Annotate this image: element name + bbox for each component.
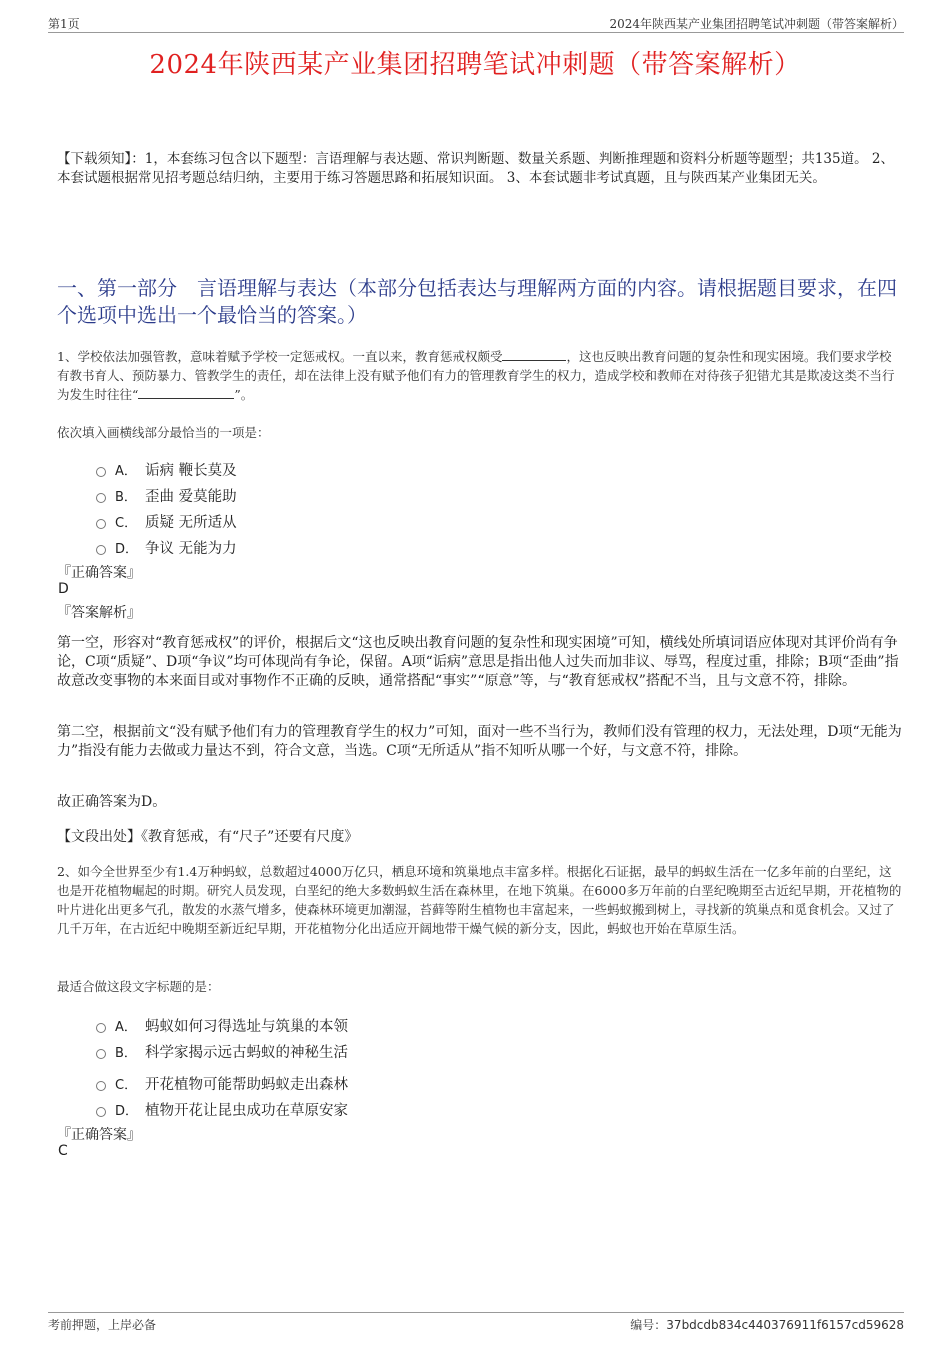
radio-icon[interactable] <box>96 467 106 477</box>
question-1-options <box>96 456 237 560</box>
section-heading: 一、第一部分 言语理解与表达（本部分包括表达与理解两方面的内容。请根据题目要求，在四个选项中选出一个最恰当的答案。） <box>57 276 897 327</box>
option-a[interactable] <box>96 456 237 482</box>
option-a[interactable] <box>96 1012 348 1038</box>
radio-icon[interactable] <box>96 1081 106 1091</box>
option-text: 蚂蚁如何习得选址与筑巢的本领 <box>145 1018 348 1035</box>
code-label: 编号： <box>630 1318 667 1332</box>
radio-icon[interactable] <box>96 1107 106 1117</box>
document-code <box>630 1316 904 1333</box>
radio-icon[interactable] <box>96 545 106 555</box>
radio-icon[interactable] <box>96 519 106 529</box>
option-letter: D． <box>115 1103 139 1119</box>
answer-value: C <box>58 1143 68 1159</box>
option-text: 诟病 鞭长莫及 <box>145 462 237 479</box>
option-b[interactable] <box>96 1038 348 1064</box>
option-letter: D． <box>115 541 139 557</box>
option-letter: C． <box>115 1077 138 1093</box>
option-d[interactable] <box>96 1096 348 1122</box>
radio-icon[interactable] <box>96 493 106 503</box>
analysis-paragraph-1: 第一空，形容对“教育惩戒权”的评价，根据后文“这也反映出教育问题的复杂性和现实困境”可知，横线处所填词语应体现对其评价尚有争论，C项“质疑”、D项“争议”均可体现尚有争论，保留。A项“诟病”意思是指出他人过失而加非议、辱骂，程度过重，排除；B项“歪曲”指故意改变事物的本来面目或对事物作不正确的反映，通常搭配“事实”“原意”等，与“教育惩戒权”搭配不当，且与文意不符，排除。 <box>57 635 899 689</box>
page-footer <box>48 1312 904 1332</box>
answer-label: 『正确答案』 <box>57 1127 141 1143</box>
question-2-text: 2、如今全世界至少有1.4万种蚂蚁，总数超过4000万亿只，栖息环境和筑巢地点丰富多样。根据化石证据，最早的蚂蚁生活在一亿多年前的白垩纪，这也是开花植物崛起的时期。研究人员发现，白垩纪的绝大多数蚂蚁生活在森林里，在地下筑巢。在6000多万年前的白垩纪晚期至古近纪早期，开花植物的叶片进化出更多气孔，散发的水蒸气增多，使森林环境更加潮湿，苔藓等附生植物也丰富起来，一些蚂蚁搬到树上，寻找新的筑巢点和觅食机会。又过了几千万年，在古近纪中晚期至新近纪早期，开花植物分化出适应开阔地带干燥气候的新分支，因此，蚂蚁也开始在草原生活。 <box>57 864 902 936</box>
option-text: 争议 无能为力 <box>145 540 237 557</box>
option-letter: C． <box>115 515 138 531</box>
option-letter: A． <box>115 1019 137 1035</box>
question-1-part-b: ，这也反映出教育问题的复杂性和现实困境。我们要求学校有教书育人、预防暴力、管教学生的责任，却在法律上没有赋予他们有力的管理教育学生的权力，造成学校和教师在对待孩子犯错尤其是欺凌这类不当行为发生时往往“ <box>57 349 895 402</box>
page-header <box>48 15 904 33</box>
question-1-part-c: ”。 <box>234 387 254 402</box>
analysis-label: 『答案解析』 <box>57 605 141 621</box>
page-number: 第1页 <box>48 17 80 31</box>
option-text: 开花植物可能帮助蚂蚁走出森林 <box>145 1076 348 1093</box>
option-letter: A． <box>115 463 137 479</box>
option-text: 质疑 无所适从 <box>145 514 237 531</box>
document-title: 2024年陕西某产业集团招聘笔试冲刺题（带答案解析） <box>149 50 801 80</box>
passage-source: 【文段出处】《教育惩戒，有“尺子”还要有尺度》 <box>57 829 359 845</box>
question-1-text <box>57 347 902 404</box>
radio-icon[interactable] <box>96 1049 106 1059</box>
option-c[interactable] <box>96 1070 348 1096</box>
answer-label: 『正确答案』 <box>57 565 141 581</box>
option-b[interactable] <box>96 482 237 508</box>
answer-value: D <box>58 581 69 597</box>
footer-slogan: 考前押题，上岸必备 <box>48 1318 157 1332</box>
option-letter: B． <box>115 489 137 505</box>
question-2-prompt: 最适合做这段文字标题的是： <box>57 979 220 994</box>
option-d[interactable] <box>96 534 237 560</box>
option-letter: B． <box>115 1045 137 1061</box>
analysis-conclusion: 故正确答案为D。 <box>57 794 167 810</box>
question-1-prompt: 依次填入画横线部分最恰当的一项是： <box>57 425 270 440</box>
question-1-part-a: 1、学校依法加强管教，意味着赋予学校一定惩戒权。一直以来，教育惩戒权颇受 <box>57 349 503 364</box>
question-2-options <box>96 1012 348 1122</box>
code-value: 37bdcdb834c440376911f6157cd59628 <box>666 1318 904 1332</box>
option-text: 科学家揭示远古蚂蚁的神秘生活 <box>145 1044 348 1061</box>
fill-blank-2 <box>138 385 234 399</box>
option-c[interactable] <box>96 508 237 534</box>
fill-blank-1 <box>502 347 566 361</box>
download-notice: 【下载须知】：1，本套练习包含以下题型：言语理解与表达题、常识判断题、数量关系题、判断推理题和资料分析题等题型；共135道。 2、本套试题根据常见招考题总结归纳，主要用于练习答题思路和拓展知识面。 3、本套试题非考试真题，且与陕西某产业集团无关。 <box>57 151 894 186</box>
radio-icon[interactable] <box>96 1023 106 1033</box>
header-doc-title: 2024年陕西某产业集团招聘笔试冲刺题（带答案解析） <box>609 17 904 31</box>
option-text: 植物开花让昆虫成功在草原安家 <box>145 1102 348 1119</box>
analysis-paragraph-2: 第二空，根据前文“没有赋予他们有力的管理教育学生的权力”可知，面对一些不当行为，教师们没有管理的权力，无法处理，D项“无能为力”指没有能力去做或力量达不到，符合文意，当选。C项“无所适从”指不知听从哪一个好，与文意不符，排除。 <box>57 724 902 759</box>
option-text: 歪曲 爱莫能助 <box>145 488 237 505</box>
